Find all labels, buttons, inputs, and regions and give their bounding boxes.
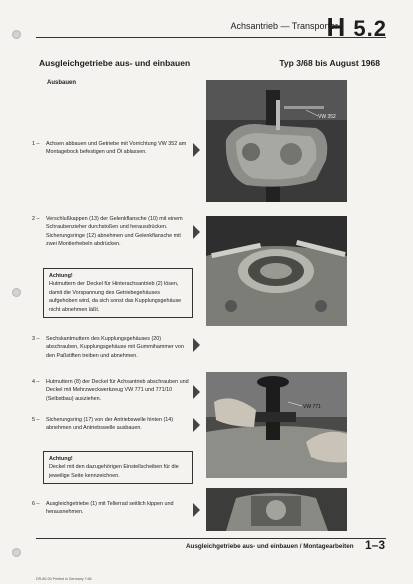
arrow-pointer-icon (193, 418, 200, 432)
photo-gearbox-on-fixture (206, 80, 347, 202)
warning-note (43, 451, 193, 484)
subheading: Ausbauen (47, 80, 77, 86)
arrow-pointer-icon (193, 225, 200, 239)
step-text: Verschlußkappen (13) der Gelenkflansche (10) mit einem Schraubenzieher durchstoßen und herausdrücken. Sicherungsringe (12) abnehmen und Gelenkflansche mit zwei Montierhebeln abdrücken. (46, 216, 183, 248)
step-item (32, 416, 192, 433)
header-rule (36, 37, 386, 38)
photo-clutch-housing (206, 216, 347, 326)
step-item (32, 335, 192, 360)
section-name: Achsantrieb — Transporter (230, 21, 338, 31)
step-text: Sicherungsring (17) von der Antriebswelle hinten (14) abnehmen und Antriebswelle ausbauen. (46, 417, 174, 432)
punch-hole (12, 548, 21, 557)
warning-note (43, 268, 193, 318)
footer-title: Ausgleichgetriebe aus- und einbauen / Montagearbeiten (186, 543, 354, 550)
arrow-pointer-icon (193, 143, 200, 157)
step-item (32, 378, 192, 403)
arrow-pointer-icon (193, 338, 200, 352)
step-item (32, 500, 192, 517)
page-number: 1–3 (364, 538, 385, 552)
step-item (32, 215, 192, 249)
section-code-number: 5.2 (353, 16, 387, 41)
tool-label: VW 352 (318, 114, 336, 120)
arrow-pointer-icon (193, 385, 200, 399)
page-title: Ausgleichgetriebe aus- und einbauen (39, 58, 191, 68)
step-text: Ausgleichgetriebe (1) mit Tellerrad seitlich kippen und herausnehmen. (46, 501, 174, 516)
step-number: 4 – (32, 379, 40, 385)
note-heading: Achtung! (49, 456, 73, 462)
note-text: Deckel mit den dazugehörigen Einstellscheiben für die jeweilige Seite kennzeichnen. (49, 464, 179, 479)
step-number: 3 – (32, 336, 40, 342)
step-text: Sechskantmuttern des Kupplungsgehäuses (20) abschrauben, Kupplungsgehäuse mit Gummihammer von den Paßstiften treiben und abnehmen. (46, 336, 184, 359)
photo-differential-removal (206, 488, 347, 531)
photo-puller-tool (206, 372, 347, 478)
note-text: Hutmuttern der Deckel für Hinterachsantrieb (2) lösen, damit die Vorspannung des Getriebegehäuses aufgehoben wird, da sich sonst das Kupplungsgehäuse nicht abnehmen läßt. (49, 281, 182, 313)
step-item (32, 140, 192, 157)
step-number: 2 – (32, 216, 40, 222)
step-text: Hutmuttern (8) der Deckel für Achsantrieb abschrauben und Deckel mit Mehrzweckwerkzeug VW 771 und 771/10 (Selbstbau) ausziehen. (46, 379, 189, 402)
step-number: 5 – (32, 417, 40, 423)
print-info: DR-80-00 Printed in Germany 7.68 (36, 577, 92, 581)
footer-rule (36, 538, 386, 539)
step-number: 6 – (32, 501, 40, 507)
note-heading: Achtung! (49, 273, 73, 279)
type-range: Typ 3/68 bis August 1968 (279, 58, 380, 68)
punch-hole (12, 288, 21, 297)
page-header (0, 8, 413, 42)
section-code (327, 12, 388, 43)
step-text: Achsen abbauen und Getriebe mit Vorrichtung VW 352 am Montagebock befestigen und Öl ablassen. (46, 141, 187, 156)
arrow-pointer-icon (193, 503, 200, 517)
tool-label: VW 771 (303, 404, 321, 410)
section-code-letter: H (326, 12, 347, 42)
step-number: 1 – (32, 141, 40, 147)
